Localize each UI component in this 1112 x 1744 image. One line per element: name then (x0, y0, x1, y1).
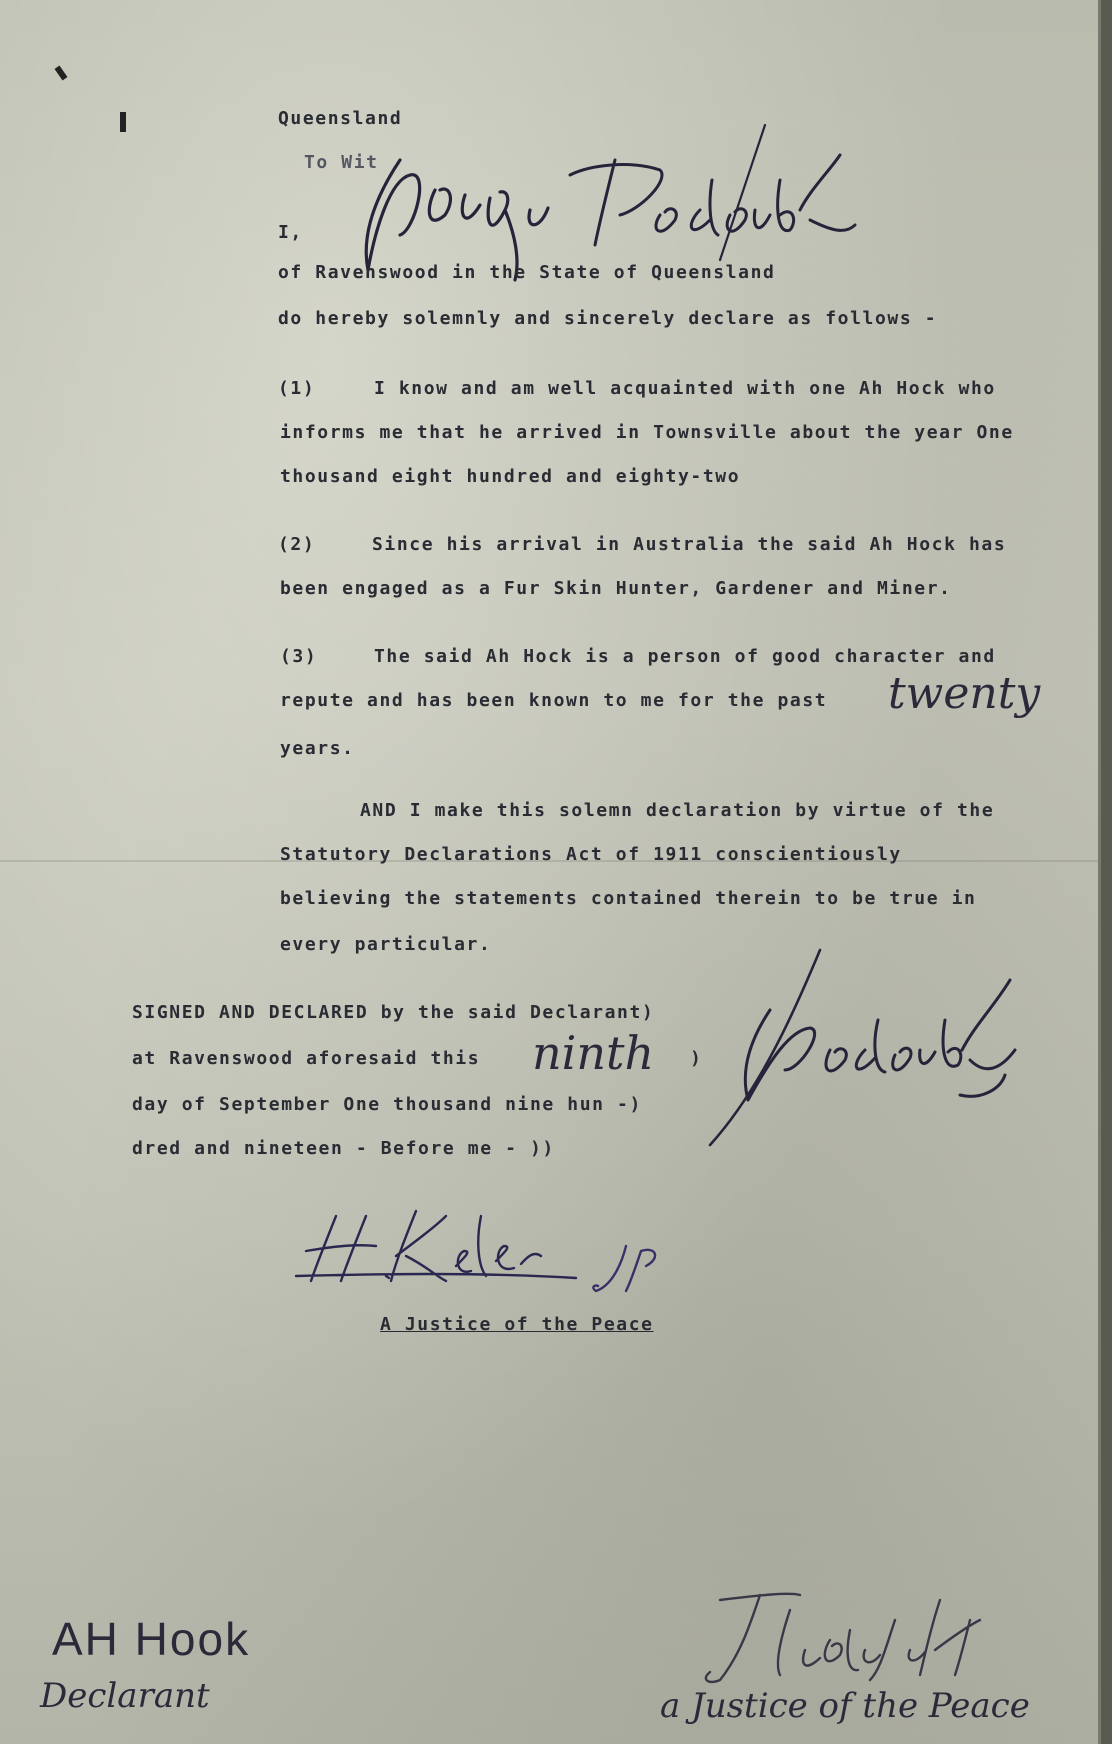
declarant-short-signature (700, 950, 1030, 1150)
jp-signature (296, 1196, 716, 1296)
signed-line2a: at Ravenswood aforesaid this (132, 1048, 481, 1069)
ink-mark (55, 66, 68, 81)
handwritten-day: ninth (532, 1026, 655, 1080)
annotation-role: Declarant (40, 1676, 210, 1716)
signed-line4: dred and nineteen - Before me - )) (132, 1138, 555, 1159)
to-wit: To Wit (304, 152, 379, 173)
clause-3-line2: repute and has been known to me for the past (280, 690, 828, 711)
clause-3-line1: The said Ah Hock is a person of good character and (374, 646, 996, 667)
signed-line2b: ) (690, 1048, 703, 1069)
annotation-jp-signature (680, 1580, 1020, 1690)
handwritten-years: twenty (888, 668, 1041, 719)
solemn-line1: AND I make this solemn declaration by virtue of the (360, 800, 995, 821)
clause-1-line1: I know and am well acquainted with one Ah Hock who (374, 378, 996, 399)
ink-mark (120, 112, 126, 132)
solemn-line4: every particular. (280, 934, 492, 955)
clause-3-number: (3) (280, 646, 318, 667)
clause-3-line3: years. (280, 738, 355, 759)
clause-1-line2: informs me that he arrived in Townsville about the year One (280, 422, 1014, 443)
declarant-intro: I, (278, 222, 303, 243)
clause-1-number: (1) (278, 378, 316, 399)
clause-2-line2: been engaged as a Fur Skin Hunter, Gardener and Miner. (280, 578, 952, 599)
declarant-of-line: of Ravenswood in the State of Queensland (278, 262, 776, 283)
solemn-line3: believing the statements contained therein to be true in (280, 888, 977, 909)
signed-line3: day of September One thousand nine hun -) (132, 1094, 642, 1115)
justice-title: A Justice of the Peace (380, 1314, 654, 1335)
annotation-jp-role: a Justice of the Peace (660, 1686, 1030, 1726)
clause-2-number: (2) (278, 534, 316, 555)
clause-2-line1: Since his arrival in Australia the said Ah Hock has (372, 534, 1007, 555)
solemn-line2: Statutory Declarations Act of 1911 conscientiously (280, 844, 902, 865)
clause-1-line3: thousand eight hundred and eighty-two (280, 466, 741, 487)
state-heading: Queensland (278, 108, 403, 129)
signed-line1: SIGNED AND DECLARED by the said Declarant) (132, 1002, 655, 1023)
annotation-name: AH Hook (52, 1613, 251, 1665)
declare-line: do hereby solemnly and sincerely declare as follows - (278, 308, 938, 329)
